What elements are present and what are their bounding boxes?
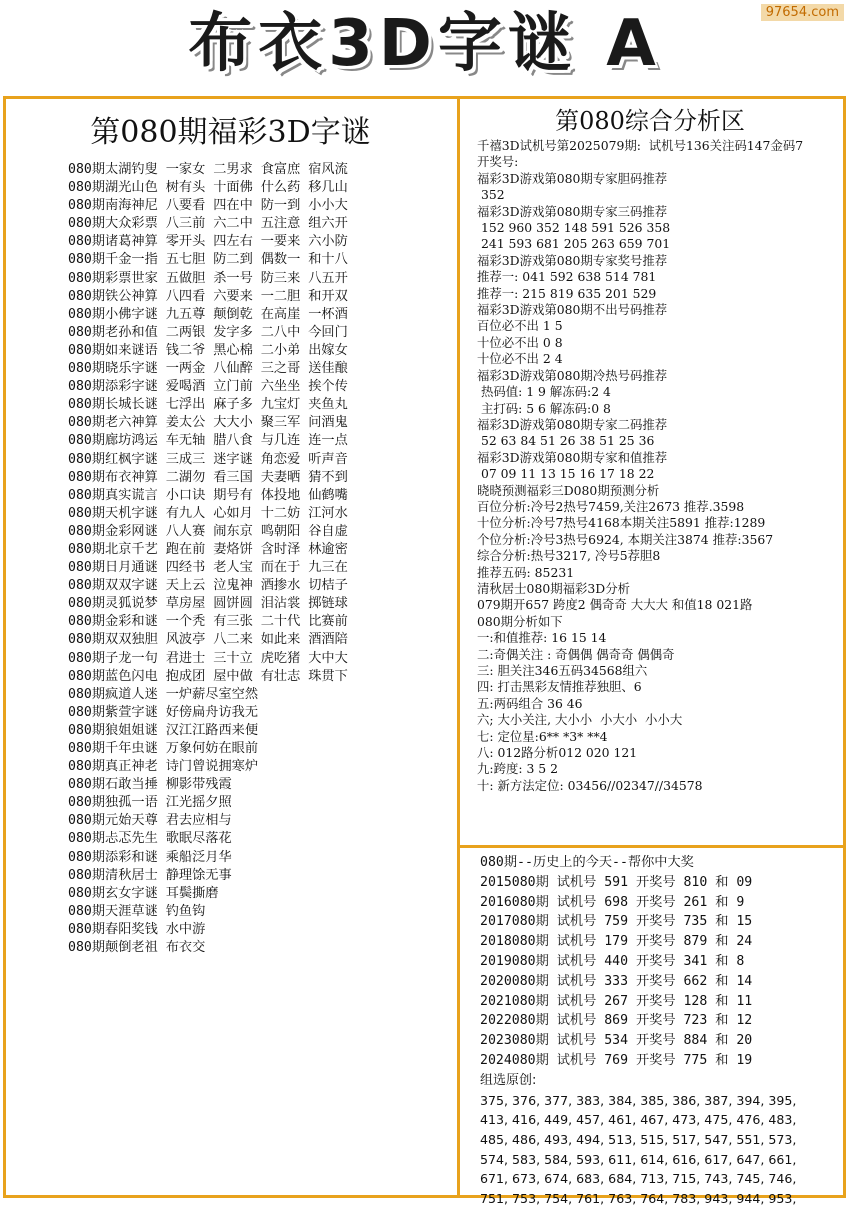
- analysis-line: 352: [477, 187, 505, 203]
- analysis-block-qingqiu: [477, 581, 843, 794]
- analysis-line: 52 63 84 51 26 38 51 25 36: [477, 433, 655, 449]
- analysis-line: 080期分析如下: [477, 613, 563, 629]
- riddle-row: 080期长城长谜 七浮出 麻子多 九宝灯 夹鱼丸: [68, 397, 348, 413]
- analysis-line: 福彩3D游戏第080期专家二码推荐: [477, 416, 668, 432]
- banner: [0, 0, 850, 95]
- combo-label: 组选原创:: [480, 1072, 537, 1088]
- riddle-row: 080期添彩字谜 爱喝酒 立门前 六坐坐 挨个传: [68, 379, 348, 395]
- analysis-line: 综合分析:热号3217, 冷号5荐胆8: [477, 548, 661, 564]
- riddle-row: 080期老孙和值 二两银 发字多 二八中 今回门: [68, 324, 348, 340]
- analysis-line: 推荐五码: 85231: [477, 564, 575, 580]
- analysis-line: 十位必不出 2 4: [477, 351, 563, 367]
- riddle-row: 080期铁公神算 八四看 六要来 一二胆 和开双: [68, 288, 348, 304]
- riddle-row: 080期独孤一语 江光摇夕照: [68, 795, 232, 811]
- analysis-line: 241 593 681 205 263 659 701: [477, 236, 671, 252]
- riddle-row: 080期金彩网谜 八人赛 闹东京 鸣朝阳 谷自虚: [68, 523, 348, 539]
- analysis-line: 推荐一: 215 819 635 201 529: [477, 285, 657, 301]
- combo-list: [480, 1091, 840, 1208]
- riddle-row: 080期狼姐姐谜 汉江江路西来便: [68, 722, 259, 738]
- riddle-row: 080期千金一指 五七胆 防二到 偶数一 和十八: [68, 252, 348, 268]
- history-row: 2015080期 试机号 591 开奖号 810 和 09: [480, 874, 753, 890]
- history-row: 2020080期 试机号 333 开奖号 662 和 14: [480, 973, 753, 989]
- riddle-row: 080期廊坊鸿运 车无轴 腊八食 与几连 连一点: [68, 433, 348, 449]
- riddle-row: 080期天涯草谜 钓鱼钩: [68, 903, 206, 919]
- analysis-line: 个位分析:冷号3热号6924, 本期关注3874 推荐:3567: [477, 531, 774, 547]
- riddle-row: 080期双双字谜 天上云 泣鬼神 酒掺水 切桔子: [68, 578, 348, 594]
- analysis-line: 推荐一: 041 592 638 514 781: [477, 269, 657, 285]
- analysis-line: 六; 大小关注, 大小小 小大小 小小大: [477, 712, 683, 728]
- riddle-list: [68, 161, 348, 957]
- riddle-row: 080期元始天尊 君去应相与: [68, 813, 232, 829]
- riddle-row: 080期红枫字谜 三成三 迷字谜 角恋爱 听声音: [68, 451, 348, 467]
- history-list: [480, 873, 840, 1071]
- analysis-section: [477, 104, 843, 794]
- analysis-block-xiaoxiao: [477, 483, 843, 581]
- analysis-line: 二:奇偶关注 : 奇偶偶 偶奇奇 偶偶奇: [477, 646, 675, 662]
- analysis-line: 福彩3D游戏第080期专家三码推荐: [477, 203, 668, 219]
- analysis-line: 开奖号:: [477, 154, 519, 170]
- history-row: 2016080期 试机号 698 开奖号 261 和 9: [480, 894, 745, 910]
- analysis-line: 八: 012路分析012 020 121: [477, 745, 638, 761]
- riddle-row: 080期南海神尼 八要看 四在中 防一到 小小大: [68, 198, 348, 214]
- history-row: 2023080期 试机号 534 开奖号 884 和 20: [480, 1033, 753, 1049]
- riddle-row: 080期北京千艺 跑在前 妻烙饼 含时泽 林逾密: [68, 541, 348, 557]
- combo-row: 751, 753, 754, 761, 763, 764, 783, 943, 944, 953,: [480, 1190, 797, 1206]
- riddle-row: 080期布衣神算 二湖勿 看三国 夫妻晒 猜不到: [68, 469, 348, 485]
- analysis-line: 152 960 352 148 591 526 358: [477, 220, 671, 236]
- analysis-line: 七: 定位星:6** *3* **4: [477, 728, 608, 744]
- riddle-row: 080期金彩和谜 一个秃 有三张 二十代 比赛前: [68, 614, 348, 630]
- analysis-line: 十位必不出 0 8: [477, 334, 563, 350]
- riddle-row: 080期双双独胆 风波亭 八二来 如此来 酒酒陪: [68, 632, 348, 648]
- analysis-line: 十位分析:冷号7热号4168本期关注5891 推荐:1289: [477, 515, 766, 531]
- riddle-row: 080期玄女字谜 耳鬓撕磨: [68, 885, 219, 901]
- combo-row: 413, 416, 449, 457, 461, 467, 473, 475, 476, 483,: [480, 1112, 797, 1128]
- analysis-line: 五:两码组合 36 46: [477, 695, 583, 711]
- history-row: 2024080期 试机号 769 开奖号 775 和 19: [480, 1052, 753, 1068]
- section-divider: [460, 845, 843, 848]
- riddle-row: 080期真正神老 诗门曾说拥寒炉: [68, 759, 259, 775]
- riddle-row: 080期颠倒老祖 布衣交: [68, 940, 206, 956]
- analysis-line: 晓晓预测福彩三D080期预测分析: [477, 482, 660, 498]
- history-section: [480, 853, 840, 1208]
- analysis-line: 九:跨度: 3 5 2: [477, 761, 558, 777]
- analysis-line: 福彩3D游戏第080期专家胆码推荐: [477, 170, 668, 186]
- history-row: 2019080期 试机号 440 开奖号 341 和 8: [480, 953, 745, 969]
- riddle-row: 080期诸葛神算 零开头 四左右 一要来 六小防: [68, 234, 348, 250]
- analysis-line: 福彩3D游戏第080期专家和值推荐: [477, 449, 668, 465]
- riddle-row: 080期湖光山色 树有头 十面佛 什么药 移几山: [68, 180, 348, 196]
- riddle-row: 080期子龙一句 君进士 三十立 虎吃猪 大中大: [68, 650, 348, 666]
- riddle-row: 080期千年虫谜 万象何妨在眼前: [68, 741, 259, 756]
- analysis-line: 07 09 11 13 15 16 17 18 22: [477, 466, 655, 482]
- analysis-line: 千禧3D试机号第2025079期: 试机号136关注码147金码7: [477, 138, 804, 153]
- history-row: 2021080期 试机号 267 开奖号 128 和 11: [480, 993, 753, 1009]
- column-divider: [457, 99, 460, 1195]
- analysis-line: 079期开657 跨度2 偶奇奇 大大大 和值18 021路: [477, 597, 753, 613]
- riddle-row: 080期太湖钓叟 一家女 二男求 食富庶 宿风流: [68, 162, 348, 177]
- analysis-line: 百位分析:冷号2热号7459,关注2673 推荐.3598: [477, 498, 745, 514]
- analysis-line: 一:和值推荐: 16 15 14: [477, 630, 607, 646]
- history-row: 2018080期 试机号 179 开奖号 879 和 24: [480, 934, 753, 950]
- riddle-title: 第080期福彩3D字谜: [90, 115, 371, 150]
- combo-row: 574, 583, 584, 593, 611, 614, 616, 617, 647, 661,: [480, 1151, 797, 1167]
- riddle-row: 080期春阳奖钱 水中游: [68, 921, 206, 937]
- banner-title: 布衣3D字谜 A: [188, 7, 662, 81]
- history-row: 2017080期 试机号 759 开奖号 735 和 15: [480, 914, 753, 930]
- analysis-line: 主打码: 5 6 解冻码:0 8: [477, 400, 611, 416]
- riddle-row: 080期如来谜语 钱二爷 黑心棉 二小弟 出嫁女: [68, 342, 348, 358]
- riddle-row: 080期疯道人迷 一炉薪尽室空然: [68, 686, 259, 702]
- riddle-row: 080期灵狐说梦 草房屋 圆饼圆 泪沾裳 掷链球: [68, 596, 348, 612]
- riddle-row: 080期真实谎言 小口诀 期号有 体投地 仙鹤嘴: [68, 487, 348, 503]
- history-title: 080期--历史上的今天--帮你中大奖: [480, 855, 694, 870]
- site-watermark: 97654.com: [761, 4, 844, 21]
- riddle-row: 080期彩票世家 五做胆 杀一号 防三来 八五开: [68, 270, 348, 286]
- analysis-line: 福彩3D游戏第080期专家奖号推荐: [477, 252, 668, 268]
- analysis-line: 百位必不出 1 5: [477, 318, 563, 334]
- analysis-line: 四: 打击黑彩友情推荐独胆、6: [477, 679, 642, 695]
- riddle-column: [6, 99, 455, 1195]
- analysis-block-expert: [477, 138, 843, 483]
- analysis-line: 热码值: 1 9 解冻码:2 4: [477, 384, 611, 400]
- analysis-line: 福彩3D游戏第080期冷热号码推荐: [477, 367, 668, 383]
- combo-row: 375, 376, 377, 383, 384, 385, 386, 387, 394, 395,: [480, 1092, 797, 1108]
- analysis-line: 福彩3D游戏第080期不出号码推荐: [477, 302, 668, 318]
- riddle-row: 080期老六神算 姜太公 大大小 聚三军 问酒鬼: [68, 415, 348, 431]
- riddle-row: 080期石敢当捶 柳影带残霞: [68, 777, 232, 793]
- riddle-row: 080期添彩和谜 乘船泛月华: [68, 849, 232, 865]
- analysis-title: 第080综合分析区: [555, 107, 745, 135]
- analysis-line: 十: 新方法定位: 03456//02347//34578: [477, 777, 703, 793]
- riddle-row: 080期蓝色闪电 抱成团 屋中做 有壮志 珠贯下: [68, 668, 348, 684]
- combo-row: 671, 673, 674, 683, 684, 713, 715, 743, 745, 746,: [480, 1171, 797, 1187]
- riddle-row: 080期大众彩票 八三前 六二中 五注意 组六开: [68, 216, 348, 232]
- riddle-row: 080期天机字谜 有九人 心如月 十二妨 江河水: [68, 505, 348, 521]
- analysis-line: 三: 胆关注346五码34568组六: [477, 663, 648, 678]
- combo-row: 485, 486, 493, 494, 513, 515, 517, 547, 551, 573,: [480, 1131, 797, 1147]
- analysis-line: 清秋居士080期福彩3D分析: [477, 580, 630, 596]
- riddle-row: 080期紫萱字谜 好傍扁舟访我无: [68, 704, 259, 720]
- history-row: 2022080期 试机号 869 开奖号 723 和 12: [480, 1013, 753, 1029]
- riddle-row: 080期小佛字谜 九五尊 颠倒乾 在高崖 一杯酒: [68, 306, 348, 322]
- riddle-row: 080期晓乐字谜 一两金 八仙醉 三之哥 送佳酿: [68, 361, 348, 377]
- riddle-row: 080期忐忑先生 歌眠尽落花: [68, 831, 232, 847]
- riddle-row: 080期清秋居士 静理馀无事: [68, 867, 232, 883]
- riddle-row: 080期日月通谜 四经书 老人宝 而在于 九三在: [68, 560, 348, 576]
